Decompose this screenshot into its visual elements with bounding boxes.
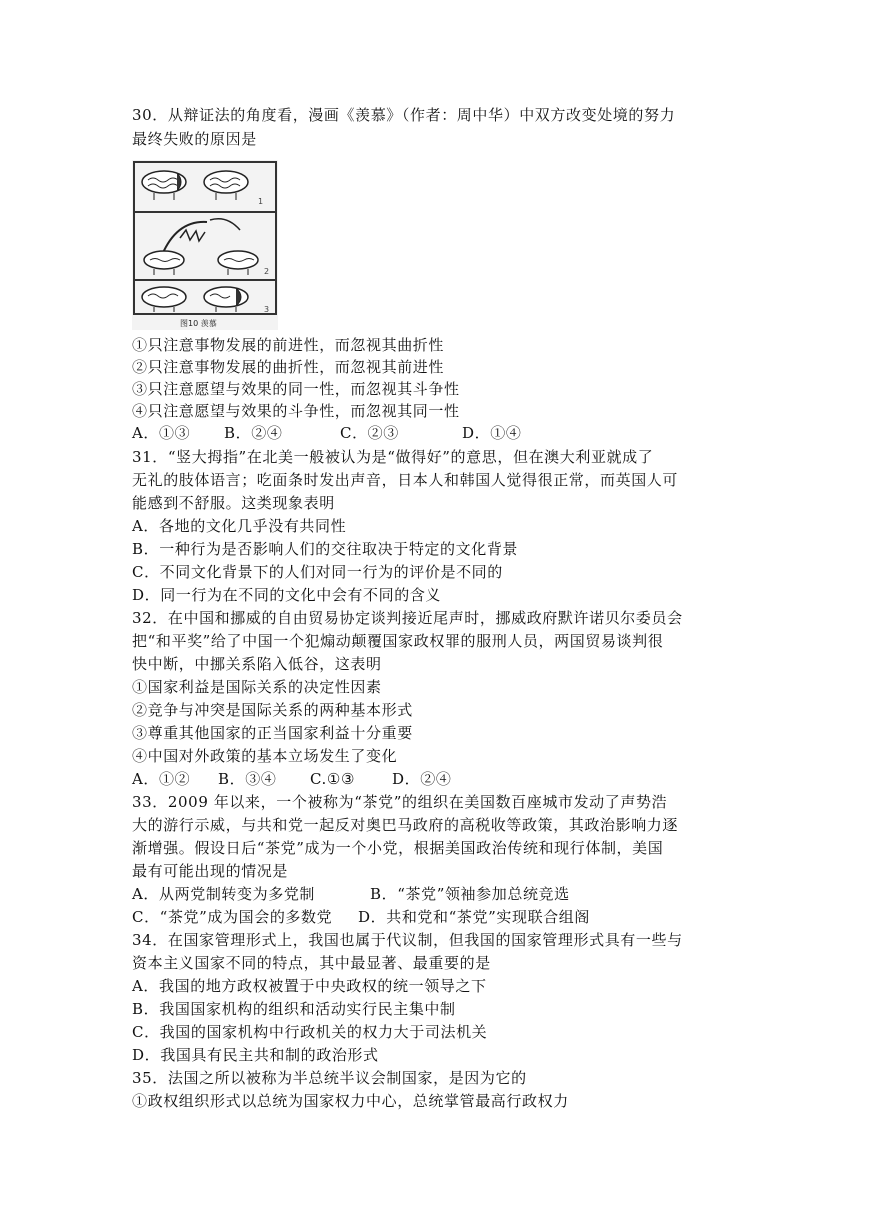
q32-stem-line-2: 把“和平奖”给了中国一个犯煽动颠覆国家政权罪的服刑人员，两国贸易谈判很 [132, 632, 664, 650]
q30-stem-line-1: 30．从辩证法的角度看，漫画《羡慕》（作者：周中华）中双方改变处境的努力 [132, 106, 676, 124]
q31-option-b: B．一种行为是否影响人们的交往取决于特定的文化背景 [132, 540, 519, 558]
q31-stem-line-3: 能感到不舒服。这类现象表明 [132, 494, 335, 512]
q34-stem-line-1: 34．在国家管理形式上，我国也属于代议制，但我国的国家管理形式具有一些与 [132, 931, 683, 949]
q33-choices-row-1 [132, 883, 742, 905]
q33-stem-line-1: 33．2009 年以来，一个被称为“茶党”的组织在美国数百座城市发动了声势浩 [132, 793, 668, 811]
q32-choice-d: D．②④ [392, 770, 452, 788]
q32-option-2: ②竞争与冲突是国际关系的两种基本形式 [132, 701, 413, 719]
q30-choice-d: D．①④ [462, 424, 522, 442]
q31-stem-line-2: 无礼的肢体语言；吃面条时发出声音，日本人和韩国人觉得很正常，而英国人可 [132, 471, 679, 489]
q30-choice-a: A．①③ [132, 424, 191, 442]
figure-caption: 图10 羡慕 [180, 319, 217, 328]
q32-choice-b: B．③④ [218, 770, 277, 788]
q32-choices [132, 768, 742, 790]
q32-stem-line-1: 32．在中国和挪威的自由贸易协定谈判接近尾声时，挪威政府默许诺贝尔委员会 [132, 609, 683, 627]
q30-choice-b: B．②④ [224, 424, 283, 442]
q30-option-1: ①只注意事物发展的前进性，而忽视其曲折性 [132, 336, 445, 354]
q32-option-3: ③尊重其他国家的正当国家利益十分重要 [132, 724, 413, 742]
envy-cartoon-figure [132, 160, 278, 330]
q33-stem-line-4: 最有可能出现的情况是 [132, 862, 289, 880]
q30-option-3: ③只注意愿望与效果的同一性，而忽视其斗争性 [132, 380, 460, 398]
q30-option-2: ②只注意事物发展的曲折性，而忽视其前进性 [132, 358, 445, 376]
q34-option-a: A．我国的地方政权被置于中央政权的统一领导之下 [132, 977, 487, 995]
q31-stem-line-1: 31．“竖大拇指”在北美一般被认为是“做得好”的意思，但在澳大利亚就成了 [132, 448, 654, 466]
q30-stem-line-2: 最终失败的原因是 [132, 130, 257, 148]
panel-number-3: 3 [264, 305, 270, 314]
q30-choices [132, 422, 742, 444]
panel-number-2: 2 [264, 267, 270, 276]
q34-option-d: D．我国具有民主共和制的政治形式 [132, 1046, 379, 1064]
q34-option-c: C．我国的国家机构中行政机关的权力大于司法机关 [132, 1023, 488, 1041]
q30-choice-c: C．②③ [340, 424, 399, 442]
q33-choice-b: B．“茶党”领袖参加总统竞选 [370, 885, 570, 903]
q33-choice-d: D．共和党和“茶党”实现联合组阁 [358, 908, 590, 926]
panel-number-1: 1 [258, 197, 264, 206]
q35-stem-line-1: 35．法国之所以被称为半总统半议会制国家，是因为它的 [132, 1069, 527, 1087]
q32-choice-c: C.①③ [310, 770, 356, 788]
q34-option-b: B．我国国家机构的组织和活动实行民主集中制 [132, 1000, 456, 1018]
q31-option-d: D．同一行为在不同的文化中会有不同的含义 [132, 586, 442, 604]
q33-choice-a: A．从两党制转变为多党制 [132, 885, 316, 903]
q30-option-4: ④只注意愿望与效果的斗争性，而忽视其同一性 [132, 402, 460, 420]
q33-stem-line-2: 大的游行示威，与共和党一起反对奥巴马政府的高税收等政策，其政治影响力逐 [132, 816, 679, 834]
q33-choice-c: C．“茶党”成为国会的多数党 [132, 908, 333, 926]
q31-option-c: C．不同文化背景下的人们对同一行为的评价是不同的 [132, 563, 503, 581]
q33-choices-row-2 [132, 906, 742, 928]
q31-option-a: A．各地的文化几乎没有共同性 [132, 517, 347, 535]
q33-stem-line-3: 渐增强。假设日后“茶党”成为一个小党，根据美国政治传统和现行体制，美国 [132, 839, 664, 857]
q32-stem-line-3: 快中断，中挪关系陷入低谷，这表明 [132, 655, 382, 673]
q32-option-4: ④中国对外政策的基本立场发生了变化 [132, 747, 398, 765]
q32-option-1: ①国家利益是国际关系的决定性因素 [132, 678, 382, 696]
q35-option-1: ①政权组织形式以总统为国家权力中心，总统掌管最高行政权力 [132, 1092, 569, 1110]
q34-stem-line-2: 资本主义国家不同的特点，其中最显著、最重要的是 [132, 954, 491, 972]
q32-choice-a: A．①② [132, 770, 191, 788]
